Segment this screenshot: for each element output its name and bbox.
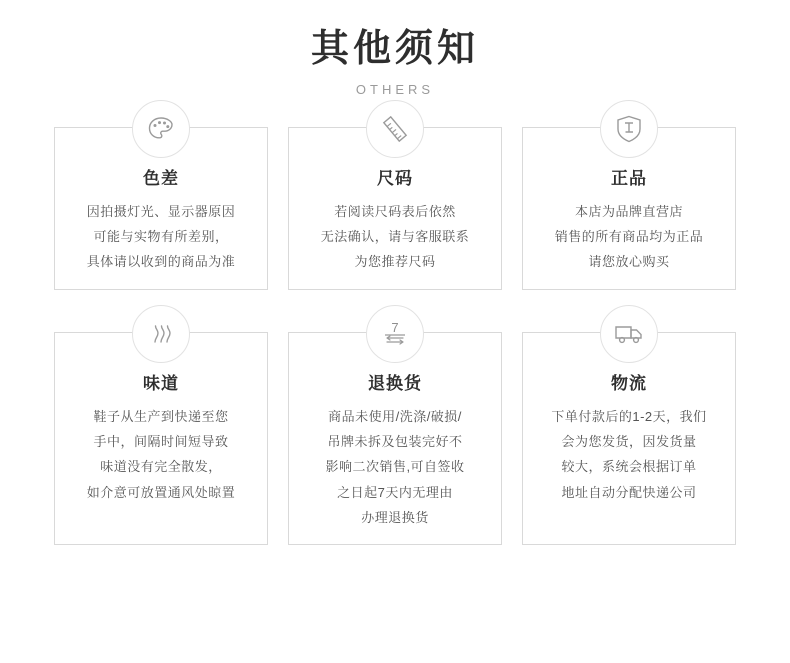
truck-icon: [600, 305, 658, 363]
steam-smell-icon: [132, 305, 190, 363]
card-line: 无法确认，请与客服联系: [320, 228, 470, 244]
card-title: 色差: [143, 168, 179, 188]
card-line: 办理退换货: [361, 509, 429, 525]
notice-card: [522, 332, 736, 546]
card-line: 影响二次销售,可自签收: [325, 459, 465, 475]
card-line: 之日起7天内无理由: [337, 484, 453, 500]
page-header: [0, 0, 790, 97]
card-line: 可能与实物有所差别，: [93, 228, 229, 244]
page-title: 其他须知: [310, 28, 479, 70]
card-line: 本店为品牌直营店: [574, 203, 683, 219]
card-text: [67, 199, 255, 275]
card-title: 尺码: [377, 168, 413, 188]
card-title: 味道: [143, 373, 179, 393]
palette-icon: [132, 100, 190, 158]
card-text: [301, 199, 489, 275]
notice-card: [54, 127, 268, 290]
card-line: 味道没有完全散发，: [100, 459, 222, 475]
card-line: 商品未使用/洗涤/破损/: [328, 408, 462, 424]
card-line: 请您放心购买: [588, 254, 670, 270]
card-line: 如介意可放置通风处晾置: [86, 484, 236, 500]
page-subtitle: OTHERS: [355, 81, 435, 97]
card-line: 会为您发货，因发货量: [561, 433, 697, 449]
notice-card: [288, 127, 502, 290]
notice-card: [54, 332, 268, 546]
card-line: 手中，间隔时间短导致: [93, 433, 229, 449]
notice-card: [288, 319, 502, 546]
card-line: 为您推荐尺码: [354, 254, 436, 270]
notice-card-grid: [54, 127, 736, 546]
card-title: 正品: [611, 168, 647, 188]
card-text: [535, 404, 723, 505]
card-line: 具体请以收到的商品为准: [86, 254, 236, 270]
card-line: 地址自动分配快递公司: [561, 484, 697, 500]
card-text: [67, 404, 255, 505]
card-line: 较大，系统会根据订单: [561, 459, 697, 475]
card-text: [535, 199, 723, 275]
card-line: 吊牌未拆及包装完好不: [327, 433, 463, 449]
notice-card: [522, 127, 736, 290]
card-title: 物流: [611, 373, 647, 393]
seven-day-return-icon: [366, 305, 424, 363]
authentic-shield-icon: [600, 100, 658, 158]
svg-text:7: 7: [391, 319, 399, 335]
card-text: [301, 404, 489, 531]
ruler-icon: [366, 100, 424, 158]
card-line: 因拍摄灯光、显示器原因: [86, 203, 236, 219]
card-line: 下单付款后的1-2天，我们: [551, 408, 707, 424]
card-title: 退换货: [368, 373, 422, 393]
card-line: 鞋子从生产到快递至您: [93, 408, 229, 424]
card-line: 若阅读尺码表后依然: [334, 203, 456, 219]
card-line: 销售的所有商品均为正品: [554, 228, 704, 244]
